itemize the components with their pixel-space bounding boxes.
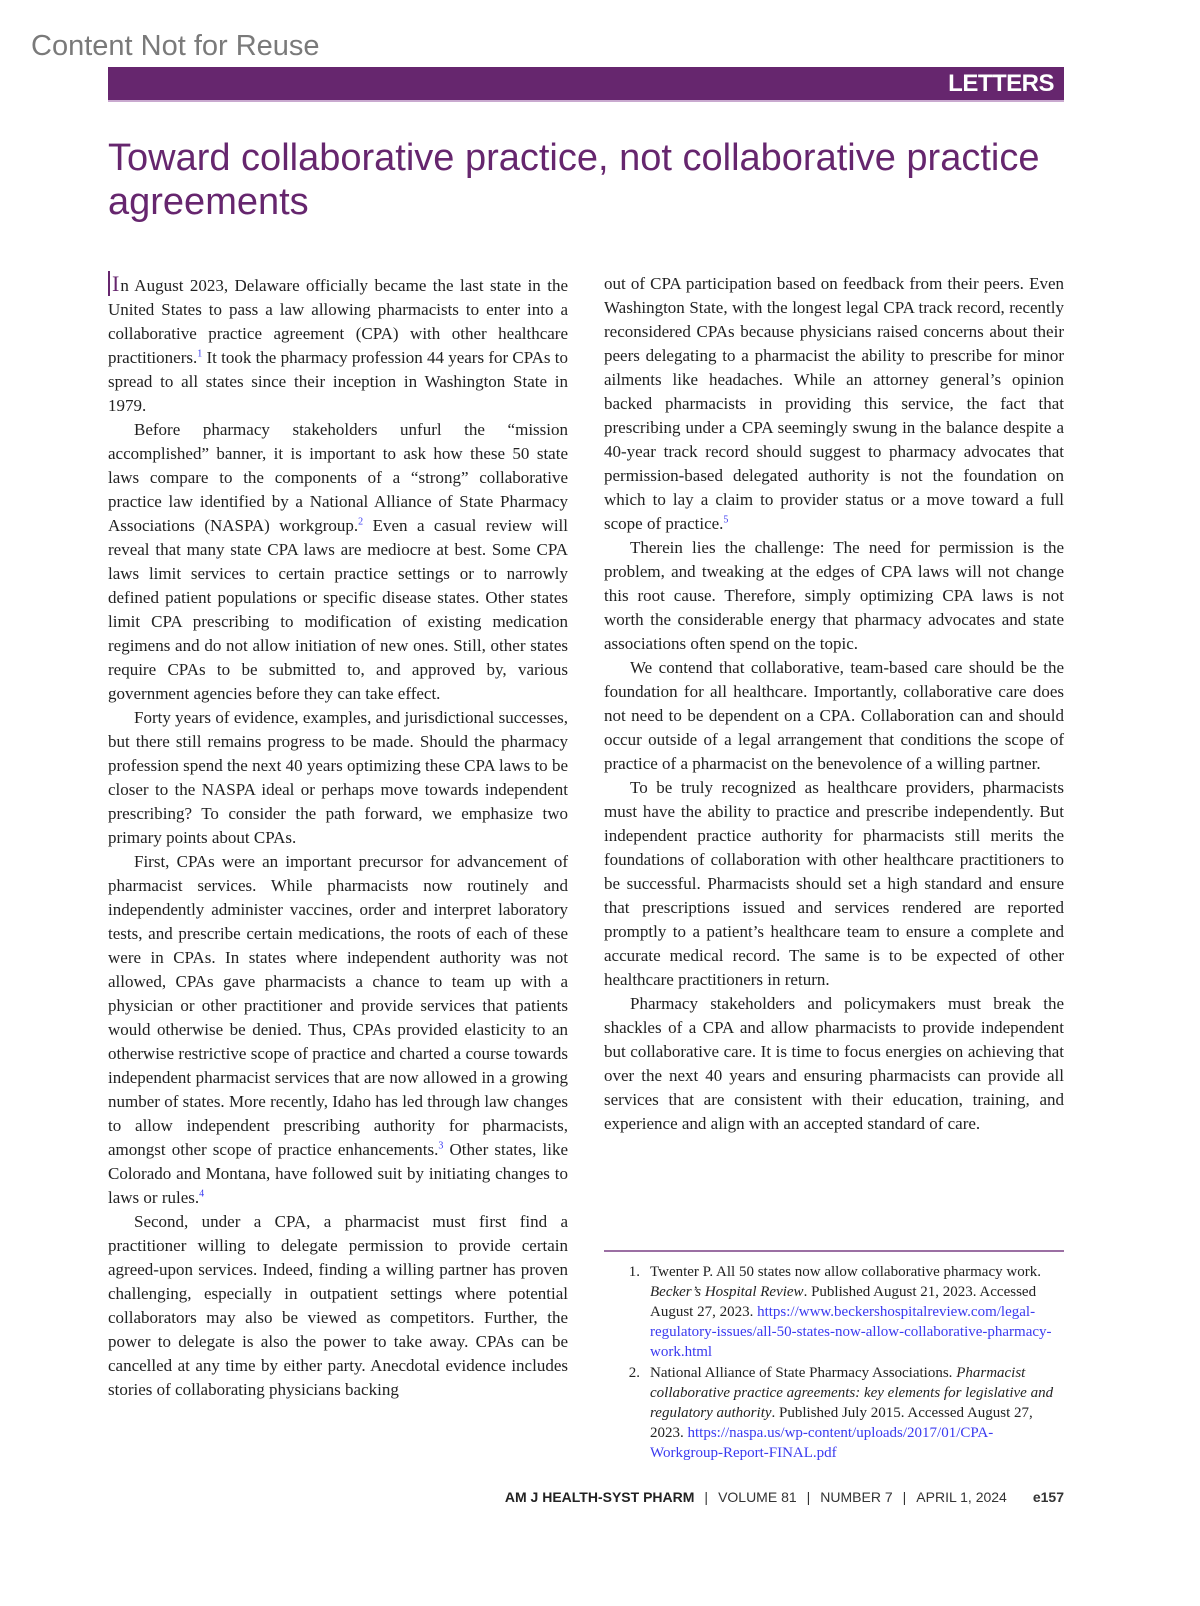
issue-number: NUMBER 7 — [820, 1489, 893, 1505]
section-banner — [108, 67, 1064, 102]
paragraph — [108, 1210, 568, 1402]
text-run: First, CPAs were an important precursor for advancement of pharmacist services. While pharmacists now routinely and independently administer vaccines, order and interpret laboratory tests, and prescribe certain medications, the roots of each of these were in CPAs. In states where independent authority was not allowed, CPAs gave pharmacists a chance to team up with a physician or other practitioner and provide services that patients would otherwise be denied. Thus, CPAs provided elasticity to an otherwise restrictive scope of practice and charted a course towards independent pharmacist services that are now allowed in a growing number of states. More recently, Idaho has led through law changes to allow independent prescribing authority for pharmacists, amongst other scope of practice enhancements. — [108, 852, 568, 1159]
italic-title: Pharmacist collaborative practice agreements: key elements for legislative and regulatory authority — [650, 1365, 1054, 1421]
paragraph — [604, 272, 1064, 536]
text-run: Other states, like Colorado and Montana, have followed suit by initiating changes to laws or rules. — [108, 1140, 568, 1207]
page-footer — [505, 1489, 1064, 1505]
footnote-citation[interactable]: 2 — [358, 516, 364, 528]
text-run: . Published July 2015. Accessed August 27, 2023. — [650, 1405, 1033, 1441]
footnote-citation[interactable]: 4 — [199, 1188, 205, 1200]
text-run: . Published August 21, 2023. Accessed August 27, 2023. — [650, 1284, 1037, 1320]
paragraph — [604, 992, 1064, 1136]
text-run: n August 2023, Delaware officially became the last state in the United States to pass a law allowing pharmacists to enter into a collaborative practice agreement (CPA) with other healthcare practitioners. — [108, 276, 568, 367]
text-run: out of CPA participation based on feedback from their peers. Even Washington State, with the longest legal CPA track record, recently reconsidered CPAs because physicians raised concerns about their peers delegating to a pharmacist the ability to prescribe for minor ailments like headaches. While an attorney general’s opinion backed pharmacists in providing this service, the fact that prescribing under a CPA seemingly swung in the balance despite a 40-year track record should suggest to pharmacy advocates that permission-based delegated authority is not the foundation on which to lay a claim to provider status or a move toward a full scope of practice. — [604, 274, 1064, 533]
text-run: Even a casual review will reveal that many state CPA laws are mediocre at best. Some CPA laws limit services to certain practice settings or to narrowly defined patient populations or specific disease states. Other states limit CPA prescribing to modification of existing medication regimens and do not allow initiation of new ones. Still, other states require CPAs to be submitted to, and approved by, various government agencies before they can take effect. — [108, 516, 568, 703]
reference-link[interactable]: https://www.beckershospitalreview.com/legal-regulatory-issues/all-50-states-now-allow-collaborative-pharmacy-work.html — [650, 1304, 1052, 1360]
reference-link[interactable]: https://naspa.us/wp-content/uploads/2017/01/CPA-Workgroup-Report-FINAL.pdf — [650, 1425, 994, 1461]
references — [604, 1250, 1064, 1464]
page-number: e157 — [1032, 1489, 1064, 1505]
reference-number: 2. — [628, 1365, 640, 1381]
reference-number: 1. — [628, 1264, 640, 1280]
text-run: Before pharmacy stakeholders unfurl the “mission accomplished” banner, it is important to ask how these 50 state laws compare to the components of a “strong” collaborative practice law identified by a National Alliance of State Pharmacy Associations (NASPA) workgroup. — [108, 420, 568, 535]
volume: VOLUME 81 — [718, 1489, 797, 1505]
paragraph — [604, 776, 1064, 992]
paragraph — [108, 418, 568, 706]
separator: | — [806, 1489, 811, 1505]
text-run: We contend that collaborative, team-based care should be the foundation for all healthcare. Importantly, collaborative care does not need to be dependent on a CPA. Collaboration can and should occur outside of a legal arrangement that conditions the scope of practice of a pharmacist on the benevolence of a willing partner. — [604, 658, 1064, 773]
text-run: Therein lies the challenge: The need for permission is the problem, and tweaking at the edges of CPA laws will not change this root cause. Therefore, simply optimizing CPA laws is not worth the considerable energy that pharmacy advocates and state associations often spend on the topic. — [604, 538, 1064, 653]
footnote-citation[interactable]: 5 — [723, 514, 729, 526]
text-run: To be truly recognized as healthcare providers, pharmacists must have the ability to practice and prescribe independently. But independent practice authority for pharmacists still merits the foundations of collaboration with other healthcare practitioners to be successful. Pharmacists should set a high standard and ensure that prescriptions issued and services rendered are reported promptly to a patient’s healthcare team to ensure a complete and accurate medical record. The same is to be expected of other healthcare practitioners in return. — [604, 778, 1064, 989]
drop-cap: I — [108, 271, 119, 296]
footnote-citation[interactable]: 3 — [438, 1140, 444, 1152]
reference-text — [650, 1262, 1064, 1362]
footnote-citation[interactable]: 1 — [197, 348, 203, 360]
reference-item — [604, 1262, 1064, 1362]
text-run: Forty years of evidence, examples, and jurisdictional successes, but there still remains progress to be made. Should the pharmacy profession spend the next 40 years optimizing these CPA laws to be closer to the NASPA ideal or perhaps move towards independent prescribing? To consider the path forward, we emphasize two primary points about CPAs. — [108, 708, 568, 847]
body-column-left — [108, 272, 568, 1402]
journal-name: AM J HEALTH-SYST PHARM — [504, 1489, 695, 1505]
italic-title: Becker’s Hospital Review — [650, 1284, 804, 1300]
reference-item — [604, 1363, 1064, 1463]
paragraph — [108, 850, 568, 1210]
body-column-right — [604, 272, 1064, 1136]
issue-date: APRIL 1, 2024 — [916, 1489, 1007, 1505]
section-label: LETTERS — [948, 70, 1054, 97]
reference-text — [650, 1363, 1064, 1463]
article-title: Toward collaborative practice, not collaborative practice agreements — [108, 137, 1040, 223]
paragraph — [604, 536, 1064, 656]
separator: | — [902, 1489, 907, 1505]
watermark: Content Not for Reuse — [31, 30, 320, 62]
paragraph — [604, 656, 1064, 776]
paragraph — [108, 706, 568, 850]
text-run: Pharmacy stakeholders and policymakers must break the shackles of a CPA and allow pharmacists to provide independent but collaborative care. It is time to focus energies on achieving that over the next 40 years and ensuring pharmacists can provide all services that are consistent with their education, training, and experience and align with an accepted standard of care. — [604, 994, 1064, 1133]
text-run: National Alliance of State Pharmacy Associations. — [650, 1365, 957, 1381]
text-run: It took the pharmacy profession 44 years for CPAs to spread to all states since their inception in Washington State in 1979. — [108, 348, 568, 415]
paragraph — [108, 272, 568, 418]
text-run: Second, under a CPA, a pharmacist must first find a practitioner willing to delegate permission to provide certain agreed-upon services. Indeed, finding a willing partner has proven challenging, especially in outpatient settings where potential collaborators may also be viewed as competitors. Further, the power to delegate is also the power to take away. CPAs can be cancelled at any time by either party. Anecdotal evidence includes stories of collaborating physicians backing — [108, 1212, 568, 1399]
separator: | — [704, 1489, 709, 1505]
text-run: Twenter P. All 50 states now allow collaborative pharmacy work. — [650, 1264, 1041, 1280]
